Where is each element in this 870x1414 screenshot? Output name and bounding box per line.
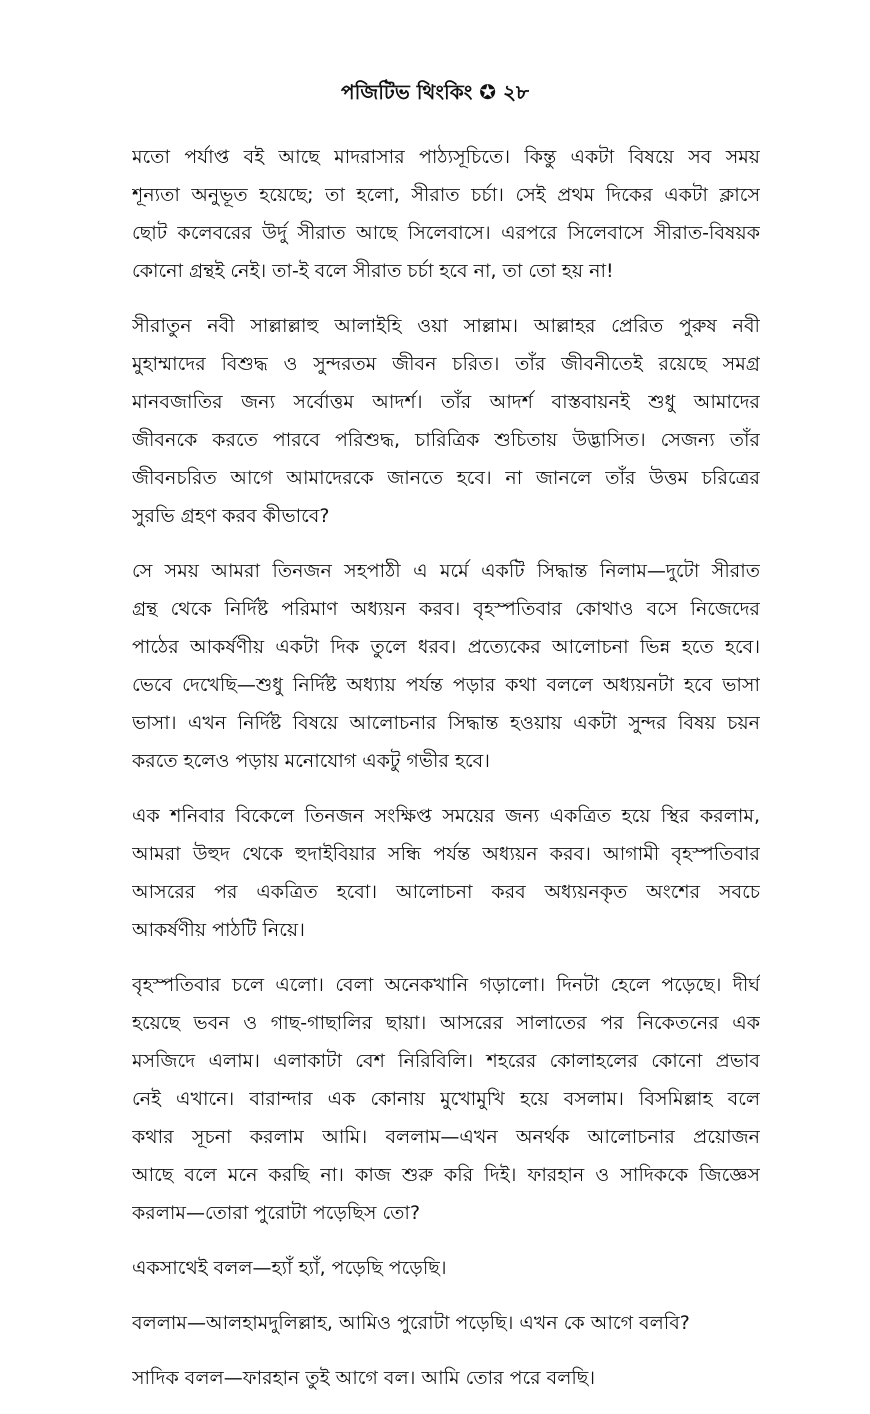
text-line: হয়েছে ভবন ও গাছ-গাছালির ছায়া। আসরের সালাতের পর নিকেতনের এক [132,1012,760,1034]
text-line: জীবনচরিত আগে আমাদেরকে জানতে হবে। না জানলে তাঁর উত্তম চরিত্রের [132,467,760,489]
text-line: মুহাম্মাদের বিশুদ্ধ ও সুন্দরতম জীবন চরিত। তাঁর জীবনীতেই রয়েছে সমগ্র [132,353,760,375]
paragraph [132,138,760,290]
text-line: মসজিদে এলাম। এলাকাটা বেশ নিরিবিলি। শহরের কোলাহলের কোনো প্রভাব [132,1050,760,1072]
paragraph [132,1359,760,1397]
text-line: শূন্যতা অনুভূত হয়েছে; তা হলো, সীরাত চর্চা। সেই প্রথম দিকের একটা ক্লাসে [132,184,760,206]
text-line: কোনো গ্রন্থই নেই। তা-ই বলে সীরাত চর্চা হবে না, তা তো হয় না! [132,260,614,282]
paragraph [132,966,760,1232]
text-line: পাঠের আকর্ষণীয় একটা দিক তুলে ধরব। প্রত্যেকের আলোচনা ভিন্ন হতে হবে। [132,636,760,658]
text-line: নেই এখানে। বারান্দার এক কোনায় মুখোমুখি হয়ে বসলাম। বিসমিল্লাহ বলে [132,1088,760,1110]
text-line: সুরভি গ্রহণ করব কীভাবে? [132,505,330,527]
paragraph [132,1304,760,1342]
text-line: সাদিক বলল—ফারহান তুই আগে বল। আমি তোর পরে বলছি। [132,1367,596,1389]
text-line: আছে বলে মনে করছি না। কাজ শুরু করি দিই। ফারহান ও সাদিককে জিজ্ঞেস [132,1164,760,1186]
text-line: আসরের পর একত্রিত হবো। আলোচনা করব অধ্যয়নকৃত অংশের সবচে [132,881,760,903]
text-line: বললাম—আলহামদুলিল্লাহ, আমিও পুরোটা পড়েছি। এখন কে আগে বলবি? [132,1312,690,1334]
text-line: বৃহস্পতিবার চলে এলো। বেলা অনেকখানি গড়ালো। দিনটা হেলে পড়েছে। দীর্ঘ [132,974,760,996]
body-text [132,138,760,1414]
paragraph [132,552,760,780]
text-line: এক শনিবার বিকেলে তিনজন সংক্ষিপ্ত সময়ের জন্য একত্রিত হয়ে স্থির করলাম, [132,805,760,827]
text-line: মতো পর্যাপ্ত বই আছে মাদরাসার পাঠ্যসূচিতে। কিন্তু একটা বিষয়ে সব সময় [132,146,760,168]
paragraph [132,307,760,535]
text-line: আমরা উহুদ থেকে হুদাইবিয়ার সন্ধি পর্যন্ত অধ্যয়ন করব। আগামী বৃহস্পতিবার [132,843,760,865]
paragraph [132,1249,760,1287]
text-line: মানবজাতির জন্য সর্বোত্তম আদর্শ। তাঁর আদর্শ বাস্তবায়নই শুধু আমাদের [132,391,760,413]
separator-ornament-icon: ✪ [479,80,497,104]
text-line: জীবনকে করতে পারবে পরিশুদ্ধ, চারিত্রিক শুচিতায় উদ্ভাসিত। সেজন্য তাঁর [132,429,760,451]
text-line: ছোট কলেবরের উর্দু সীরাত আছে সিলেবাসে। এরপরে সিলেবাসে সীরাত-বিষয়ক [132,222,760,244]
text-line: সীরাতুন নবী সাল্লাল্লাহু আলাইহি ওয়া সাল্লাম। আল্লাহর প্রেরিত পুরুষ নবী [132,315,760,337]
text-line: করলাম—তোরা পুরোটা পড়েছিস তো? [132,1202,421,1224]
text-line: আকর্ষণীয় পাঠটি নিয়ে। [132,919,305,941]
paragraph [132,797,760,949]
text-line: একসাথেই বলল—হ্যাঁ হ্যাঁ, পড়েছি পড়েছি। [132,1257,447,1279]
text-line: করতে হলেও পড়ায় মনোযোগ একটু গভীর হবে। [132,750,490,772]
running-header [0,78,870,111]
book-title: পজিটিভ থিংকিং [341,80,473,104]
text-line: গ্রন্থ থেকে নির্দিষ্ট পরিমাণ অধ্যয়ন করব। বৃহস্পতিবার কোথাও বসে নিজেদের [132,598,760,620]
text-line: সে সময় আমরা তিনজন সহপাঠী এ মর্মে একটি সিদ্ধান্ত নিলাম—দুটো সীরাত [132,560,760,582]
text-line: কথার সূচনা করলাম আমি। বললাম—এখন অনর্থক আলোচনার প্রয়োজন [132,1126,760,1148]
page-number: ২৮ [503,80,529,104]
text-line: ভেবে দেখেছি—শুধু নির্দিষ্ট অধ্যায় পর্যন্ত পড়ার কথা বললে অধ্যয়নটা হবে ভাসা [132,674,760,696]
text-line: ভাসা। এখন নির্দিষ্ট বিষয়ে আলোচনার সিদ্ধান্ত হওয়ায় একটা সুন্দর বিষয় চয়ন [132,712,760,734]
